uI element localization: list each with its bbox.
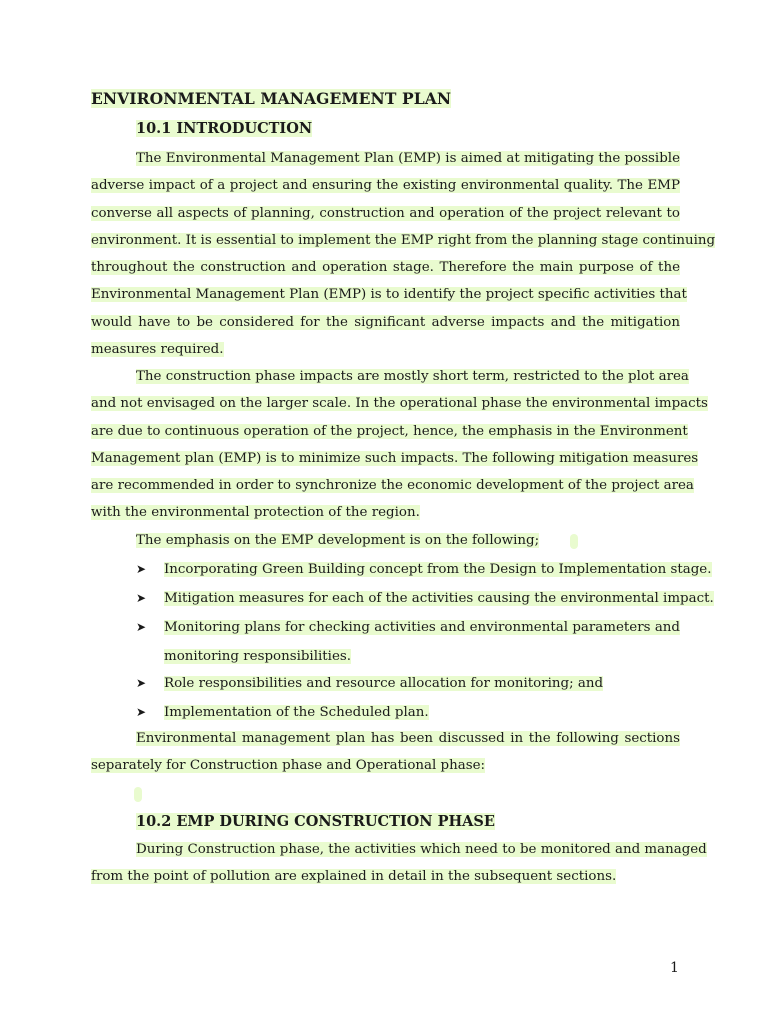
text-line: are recommended in order to synchronize the economic development of the project area — [91, 478, 694, 494]
text-line: adverse impact of a project and ensuring the existing environmental quality. The EMP — [91, 178, 680, 194]
section-heading-introduction: 10.1 INTRODUCTION — [136, 120, 313, 137]
bullet-text-line: Implementation of the Scheduled plan. — [164, 705, 429, 720]
text-line: Environmental management plan has been discussed in the following sections — [136, 731, 680, 746]
paragraph-construction-phase — [91, 836, 707, 891]
text-line: and not envisaged on the larger scale. In the operational phase the environmental impacts — [91, 396, 708, 412]
text-line: would have to be considered for the significant adverse impacts and the mitigation — [91, 314, 680, 330]
text-line: measures required. — [91, 342, 224, 358]
text-line: During Construction phase, the activities which need to be monitored and managed — [136, 842, 707, 857]
paragraph-emphasis-intro: The emphasis on the EMP development is on the following; — [136, 533, 540, 548]
arrowhead-bullet-icon: ➤ — [136, 705, 147, 719]
text-line: are due to continuous operation of the project, hence, the emphasis in the Environment — [91, 423, 688, 439]
bullet-text-line: monitoring responsibilities. — [164, 649, 351, 664]
text-line: separately for Construction phase and Operational phase: — [91, 758, 486, 774]
arrowhead-bullet-icon: ➤ — [136, 591, 147, 605]
text-line: Management plan (EMP) is to minimize such impacts. The following mitigation measures — [91, 450, 699, 466]
bullet-text-line: Incorporating Green Building concept from the Design to Implementation stage. — [164, 562, 712, 577]
paragraph-construction-impacts — [91, 363, 708, 527]
bullet-text-line: Mitigation measures for each of the activities causing the environmental impact. — [164, 591, 714, 606]
text-line: environment. It is essential to implement the EMP right from the planning stage continuing — [91, 232, 716, 248]
page-number: 1 — [670, 960, 679, 976]
arrowhead-bullet-icon: ➤ — [136, 620, 147, 634]
arrowhead-bullet-icon: ➤ — [136, 676, 147, 690]
text-line: from the point of pollution are explained in detail in the subsequent sections. — [91, 869, 617, 885]
text-line: with the environmental protection of the region. — [91, 505, 420, 521]
text-line: The construction phase impacts are mostly short term, restricted to the plot area — [136, 369, 689, 384]
text-line: converse all aspects of planning, construction and operation of the project relevant to — [91, 205, 680, 221]
highlight-mark — [134, 787, 142, 802]
text-line: Environmental Management Plan (EMP) is to identify the project specific activities that — [91, 287, 687, 303]
document-title: ENVIRONMENTAL MANAGEMENT PLAN — [91, 89, 452, 108]
section-heading-construction-phase: 10.2 EMP DURING CONSTRUCTION PHASE — [136, 813, 495, 830]
highlight-mark — [570, 534, 578, 549]
text-line: throughout the construction and operation stage. Therefore the main purpose of the — [91, 260, 680, 276]
bullet-text-line: Monitoring plans for checking activities and environmental parameters and — [164, 620, 680, 635]
arrowhead-bullet-icon: ➤ — [136, 562, 147, 576]
paragraph-sections-overview — [91, 725, 680, 780]
paragraph-introduction — [91, 145, 716, 363]
bullet-text-line: Role responsibilities and resource allocation for monitoring; and — [164, 676, 604, 691]
text-line: The Environmental Management Plan (EMP) is aimed at mitigating the possible — [136, 151, 680, 166]
